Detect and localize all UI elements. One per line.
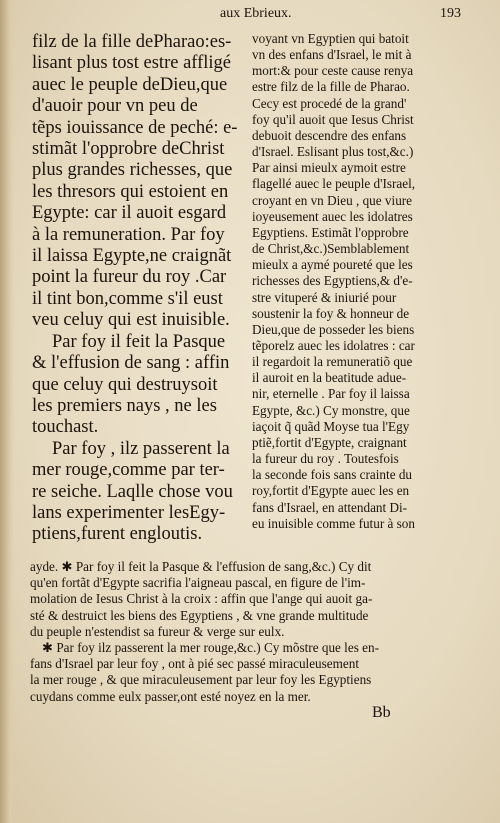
commentary-line: ✱ Par foy ilz passerent la mer rouge,&c.) Cy mõstre que les en- [42, 640, 379, 656]
commentary-line: mort:& pour ceste cause renya [252, 63, 414, 79]
commentary-line: tẽporelz auec les idolatres : car [252, 337, 415, 353]
text-line: ptiens,furent engloutis. [32, 524, 203, 545]
page-gutter-shadow [0, 0, 14, 823]
signature-mark: Bb [372, 704, 391, 721]
text-line: touchast. [32, 417, 99, 438]
commentary-continuation [30, 559, 490, 705]
commentary-line: de Christ,&c.)Semblablement [252, 241, 410, 257]
commentary-line: voyant vn Egyptien qui batoit [252, 31, 409, 46]
text-line: les premiers nays , ne les [32, 395, 217, 416]
commentary-line: Dieu,que de posseder les biens [252, 321, 415, 337]
commentary-line: sté & destruict les biens des Egyptiens , & vne grande multitude [30, 607, 369, 623]
text-line: & l'effusion de sang : affin [32, 353, 230, 374]
commentary-line: croyant en vn Dieu , que viure [252, 192, 413, 208]
commentary-line: Egyptiens. Estimãt l'opprobre [252, 224, 409, 240]
commentary-line: fans d'Israel, en attendant Di- [252, 499, 408, 515]
commentary-line: mieulx a aymé poureté que les [252, 257, 413, 273]
text-line: veu celuy qui est inuisible. [32, 310, 230, 331]
commentary-line: debuoit descendre des enfans [252, 127, 407, 143]
text-line: Par foy , ilz passerent la [52, 438, 230, 459]
text-line: mer rouge,comme par ter- [32, 460, 225, 481]
commentary-line: Egypte, &c.) Cy monstre, que [252, 402, 410, 418]
commentary-line: Par ainsi mieulx aymoit estre [252, 160, 406, 176]
text-line: que celuy qui destruysoit [32, 374, 218, 395]
commentary-line: flagellé auec le peuple d'Israel, [252, 176, 416, 192]
text-line: il laissa Egypte,ne craignãt [32, 246, 232, 267]
commentary-line: il auroit en la beatitude adue- [252, 370, 407, 386]
text-line: les thresors qui estoient en [32, 181, 229, 202]
commentary-line: la seconde fois sans crainte du [252, 467, 413, 483]
text-line: Egypte: car il auoit esgard [32, 203, 227, 224]
text-line: d'auoir pour vn peu de [32, 96, 198, 117]
text-line: auec le peuple deDieu,que [32, 74, 228, 95]
text-line: re seiche. Laqlle chose vou [32, 481, 233, 502]
text-line: Par foy il feit la Pasque [52, 331, 226, 352]
main-text-column [32, 32, 244, 546]
commentary-line: ioyeusement auec les idolatres [252, 208, 413, 224]
commentary-column [252, 31, 484, 532]
commentary-line: la fureur du roy . Toutesfois [252, 451, 399, 467]
text-line: plus grandes richesses, que [32, 160, 233, 181]
commentary-line: iaçoit q̃ quãd Moyse tua l'Egy [252, 418, 410, 434]
commentary-line: soustenir la foy & honneur de [252, 305, 410, 321]
commentary-line: du peuple n'estendist sa fureur & verge sur eulx. [30, 623, 285, 639]
commentary-line: fans d'Israel par leur foy , ont à pié sec passé miraculeusement [30, 656, 360, 672]
running-head: aux Ebrieux. [220, 6, 292, 21]
text-line: il tint bon,comme s'il eust [32, 288, 223, 309]
commentary-line: eu inuisible comme futur à son [252, 515, 415, 531]
page-number: 193 [440, 6, 461, 21]
page-header [0, 4, 500, 24]
commentary-line: estre filz de la fille de Pharao. [252, 79, 410, 95]
commentary-line: il regardoit la remuneratiõ que [252, 354, 413, 370]
commentary-line: nir, eternelle . Par foy il laissa [252, 386, 410, 402]
text-line: tẽps iouissance de peché: e- [32, 117, 238, 138]
commentary-line: qu'en fortãt d'Egypte sacrifia l'aigneau pascal, en figure de l'im- [30, 575, 366, 591]
commentary-line: cuydans comme eulx passer,ont esté noyez en la mer. [30, 688, 311, 704]
text-line: point la fureur du roy .Car [32, 267, 227, 288]
commentary-line: richesses des Egyptiens,& d'e- [252, 273, 413, 289]
commentary-line: roy,fortit d'Egypte auec les en [252, 483, 410, 499]
commentary-line: foy qu'il auoit que Iesus Christ [252, 111, 414, 127]
commentary-line: ptiẽ,fortit d'Egypte, craignant [252, 434, 407, 450]
commentary-line: ayde. ✱ Par foy il feit la Pasque & l'effusion de sang,&c.) Cy dit [30, 559, 372, 574]
commentary-line: vn des enfans d'Israel, le mit à [252, 47, 412, 63]
text-line: à la remuneration. Par foy [32, 224, 225, 245]
commentary-line: stre vituperé & iniurié pour [252, 289, 397, 305]
commentary-line: la mer rouge , & que miraculeusement par leur foy les Egyptiens [30, 672, 372, 688]
commentary-line: Cecy est procedé de la grand' [252, 95, 407, 111]
text-line: filz de la fille dePharao:es- [32, 32, 232, 52]
text-line: stimãt l'opprobre deChrist [32, 139, 225, 160]
text-line: lisant plus tost estre affligé [32, 53, 232, 74]
commentary-line: d'Israel. Eslisant plus tost,&c.) [252, 144, 414, 160]
text-line: lans experimenter lesEgy- [32, 502, 226, 523]
commentary-line: molation de Iesus Christ à la croix : affin que l'ange qui auoit ga- [30, 591, 373, 607]
